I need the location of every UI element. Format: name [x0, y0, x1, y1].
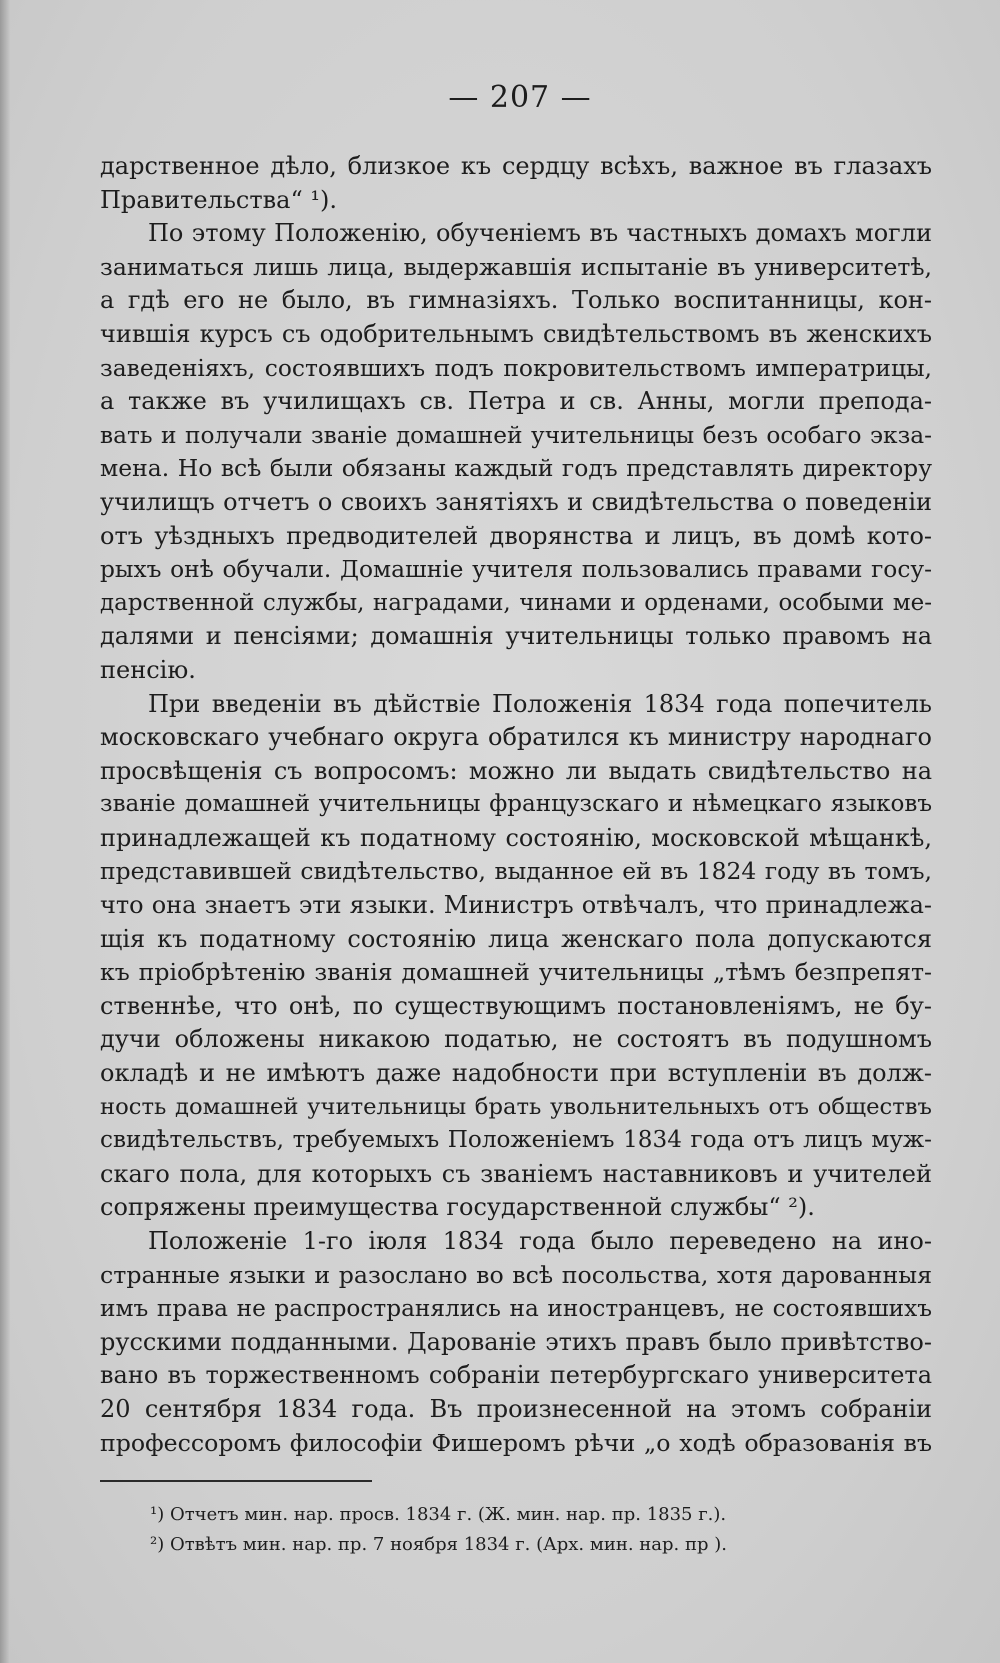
text-line: просвѣщенія съ вопросомъ: можно ли выдать свидѣтельство на	[100, 756, 932, 785]
text-line: отъ уѣздныхъ предводителей дворянства и лицъ, въ домѣ кото-	[100, 521, 932, 550]
text-line: заниматься лишь лица, выдержавшія испытаніе въ университетѣ,	[100, 252, 932, 281]
text-line: русскими подданными. Дарованіе этихъ правъ было привѣтство-	[100, 1327, 932, 1356]
text-line: званіе домашней учительницы французскаго и нѣмецкаго языковъ	[100, 791, 932, 818]
text-line: представившей свидѣтельство, выданное ей въ 1824 году въ томъ,	[100, 857, 932, 886]
text-line: щія къ податному состоянію лица женскаго пола допускаются	[100, 924, 932, 953]
text-line: ственнѣе, что онѣ, по существующимъ постановленіямъ, не бу-	[100, 991, 932, 1020]
text-line: рыхъ онѣ обучали. Домашніе учителя пользовались правами госу-	[100, 556, 932, 584]
text-line: пенсію.	[100, 655, 196, 684]
text-line: что она знаетъ эти языки. Министръ отвѣчалъ, что принадлежа-	[100, 891, 932, 920]
footnote-2: ²) Отвѣтъ мин. нар. пр. 7 ноября 1834 г. (Арх. мин. нар. пр ).	[150, 1534, 727, 1555]
text-line: При введеніи въ дѣйствіе Положенія 1834 года попечитель	[148, 689, 932, 718]
text-line: ность домашней учительницы брать увольнительныхъ отъ обществъ	[100, 1093, 932, 1120]
text-line: Положеніе 1-го іюля 1834 года было переведено на ино-	[148, 1227, 932, 1255]
footnote-1: ¹) Отчетъ мин. нар. просв. 1834 г. (Ж. мин. нар. пр. 1835 г.).	[150, 1504, 727, 1525]
text-line: чившія курсъ съ одобрительнымъ свидѣтельствомъ въ женскихъ	[100, 319, 932, 348]
text-line: мена. Но всѣ были обязаны каждый годъ представлять директору	[100, 454, 932, 483]
text-line: дучи обложены никакою податью, не состоятъ въ подушномъ	[100, 1025, 932, 1054]
footnotes	[150, 1500, 930, 1560]
text-line: училищъ отчетъ о своихъ занятіяхъ и свидѣтельства о поведеніи	[100, 487, 932, 516]
text-line: имъ права не распространялись на иностранцевъ, не состоявшихъ	[100, 1295, 932, 1323]
body-text	[100, 150, 932, 1460]
text-line: По этому Положенію, обученіемъ въ частныхъ домахъ могли	[148, 219, 932, 248]
text-line: московскаго учебнаго округа обратился къ министру народнаго	[100, 723, 932, 752]
text-line: свидѣтельствъ, требуемыхъ Положеніемъ 1834 года отъ лицъ муж-	[100, 1127, 932, 1154]
text-line: дарственной службы, наградами, чинами и орденами, особыми ме-	[100, 589, 932, 616]
text-line: скаго пола, для которыхъ съ званіемъ наставниковъ и учителей	[100, 1159, 932, 1188]
text-line: вано въ торжественномъ собраніи петербургскаго университета	[100, 1361, 932, 1390]
text-line: окладѣ и не имѣютъ даже надобности при вступленіи въ долж-	[100, 1059, 932, 1088]
footnote-divider	[100, 1480, 372, 1482]
text-line: 20 сентября 1834 года. Въ произнесенной на этомъ собраніи	[100, 1394, 932, 1423]
text-line: дарственное дѣло, близкое къ сердцу всѣхъ, важное въ глазахъ	[100, 152, 932, 180]
text-line: сопряжены преимущества государственной службы“ ²).	[100, 1193, 815, 1222]
text-line: далями и пенсіями; домашнія учительницы только правомъ на	[100, 622, 932, 651]
text-line: а также въ училищахъ св. Петра и св. Анны, могли препода-	[100, 387, 932, 416]
text-line: Правительства“ ¹).	[100, 185, 337, 214]
page-number: — 207 —	[448, 80, 592, 115]
text-line: странные языки и разослано во всѣ посольства, хотя дарованныя	[100, 1260, 932, 1289]
text-line: принадлежащей къ податному состоянію, московской мѣщанкѣ,	[100, 823, 932, 852]
text-line: вать и получали званіе домашней учительницы безъ особаго экза-	[100, 421, 932, 449]
page-spine-shadow	[0, 0, 10, 1663]
text-line: къ пріобрѣтенію званія домашней учительницы „тѣмъ безпрепят-	[100, 958, 932, 987]
text-line: профессоромъ философіи Фишеромъ рѣчи „о ходѣ образованія въ	[100, 1428, 932, 1457]
text-line: а гдѣ его не было, въ гимназіяхъ. Только воспитанницы, кон-	[100, 286, 932, 315]
text-line: заведеніяхъ, состоявшихъ подъ покровительствомъ императрицы,	[100, 353, 932, 382]
